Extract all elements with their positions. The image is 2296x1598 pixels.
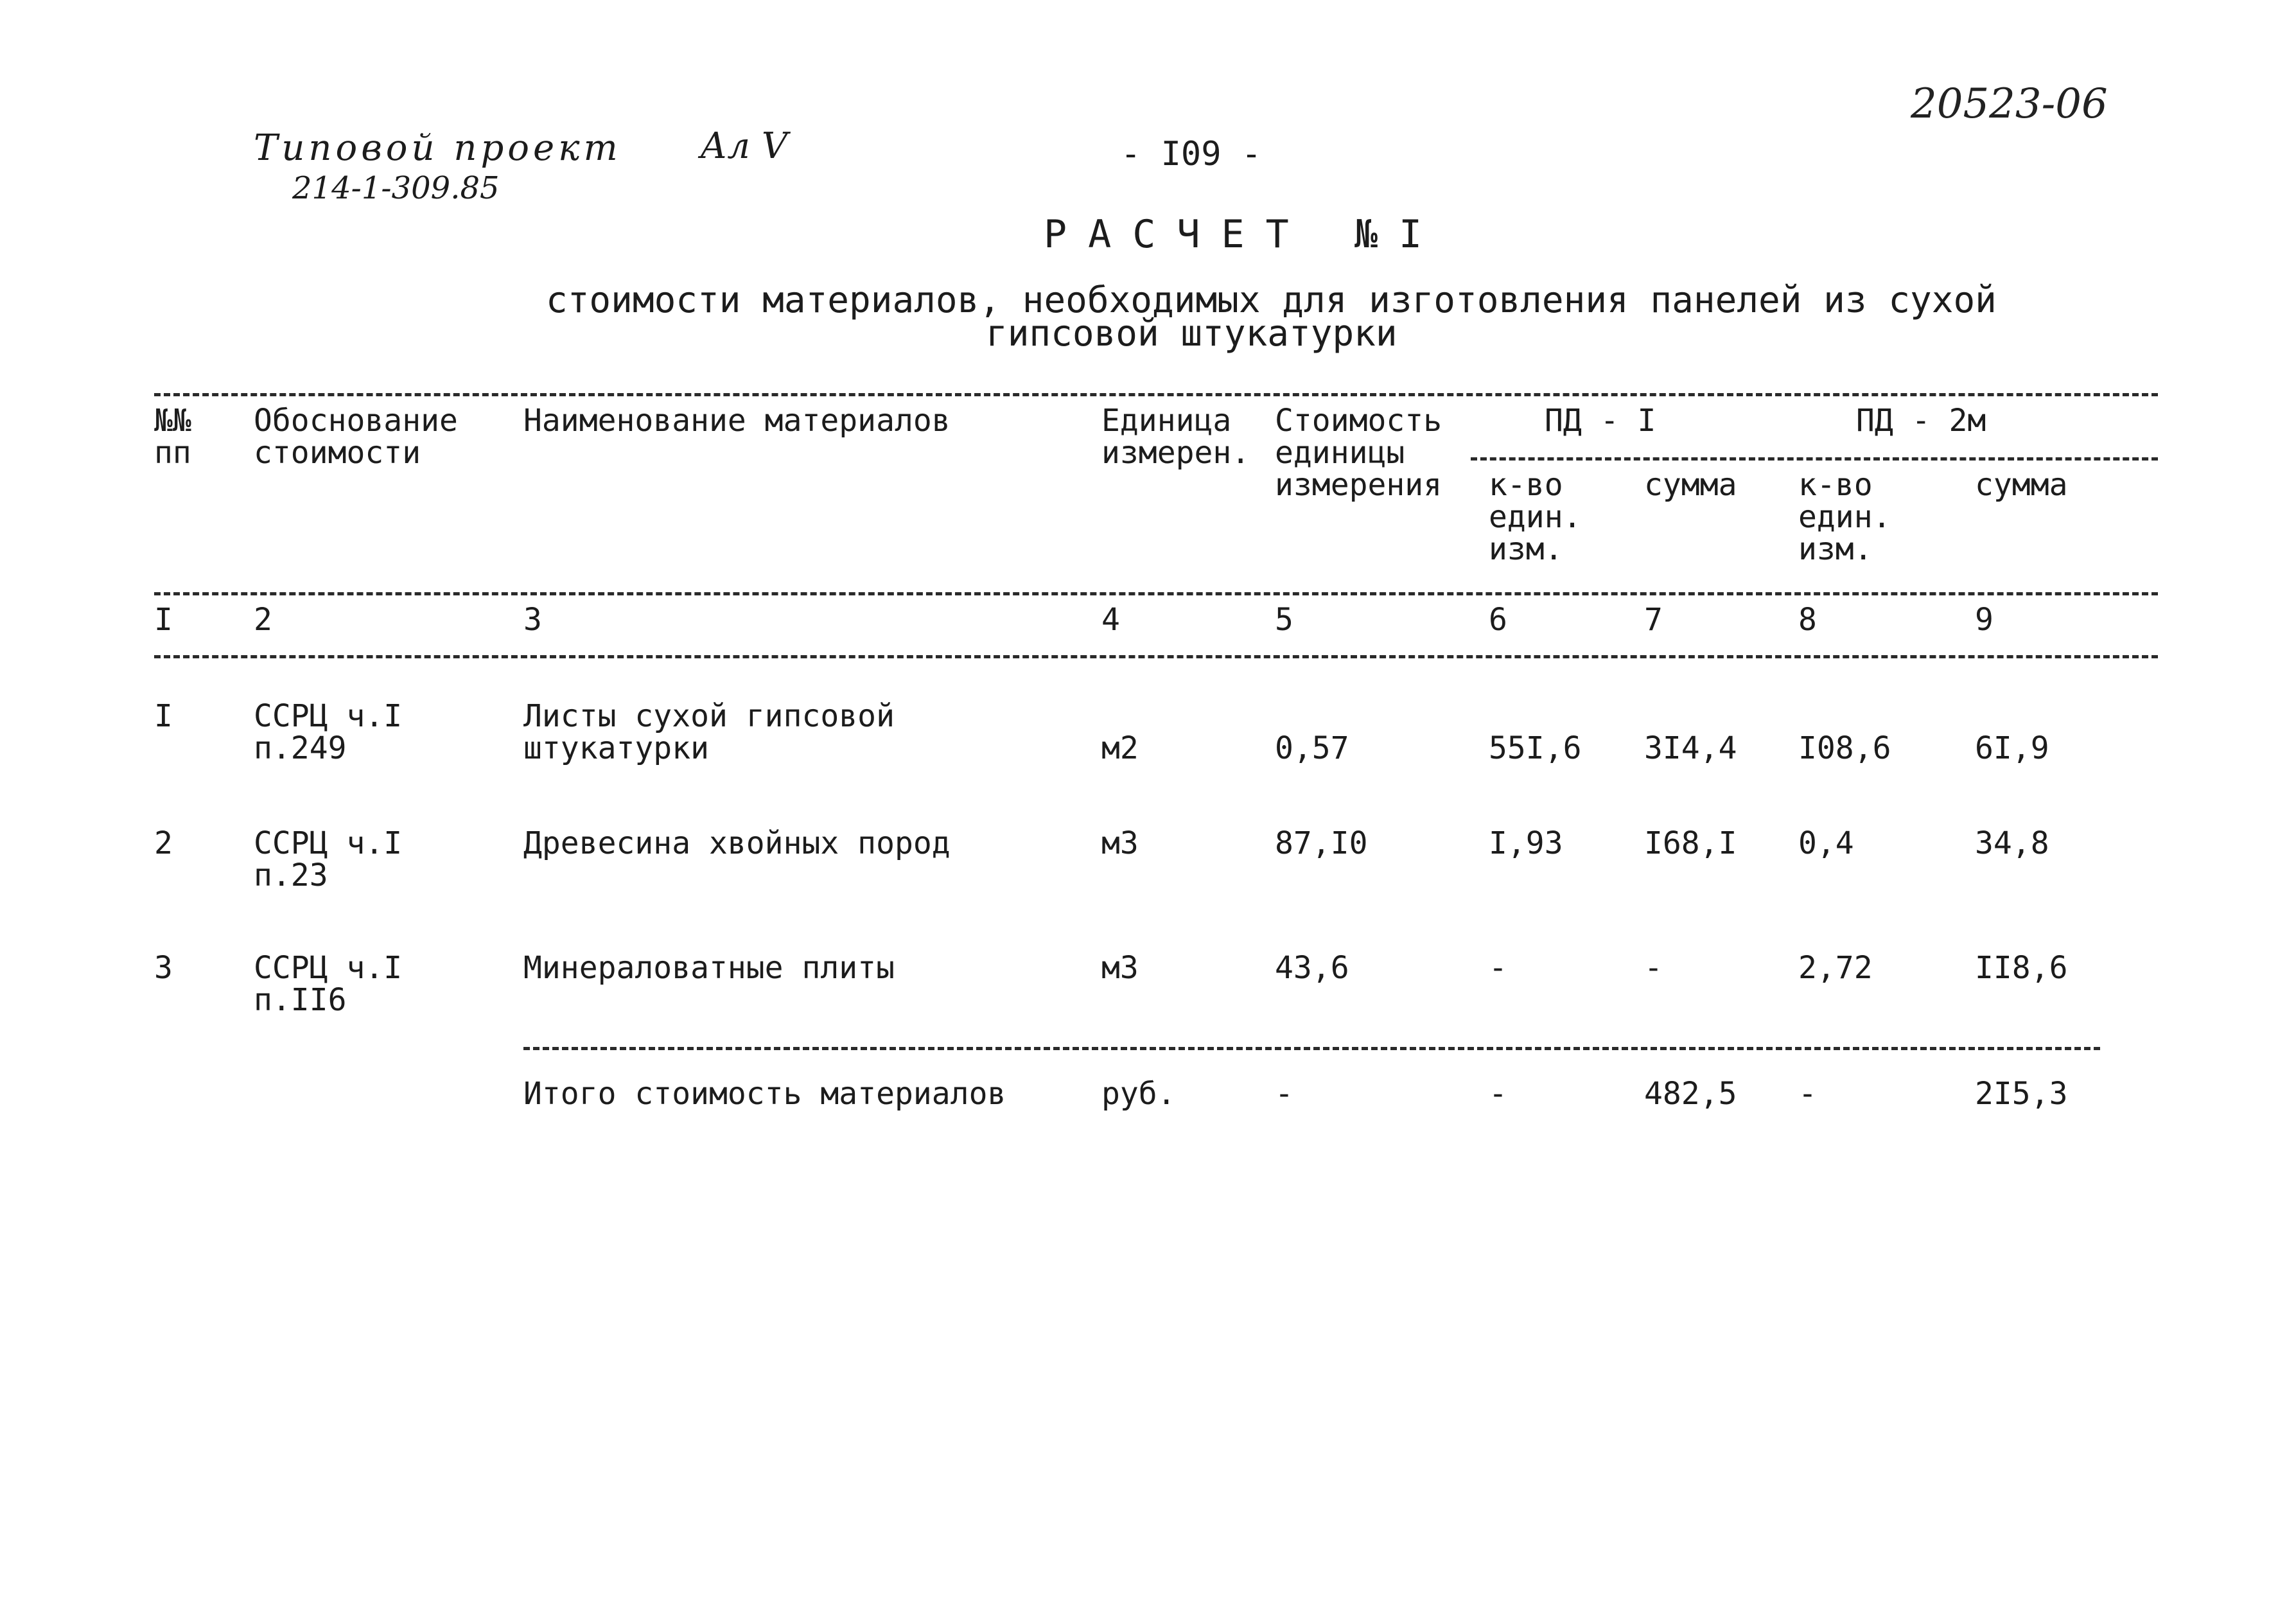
- row-3-unit: м3: [1101, 950, 1139, 986]
- col-number: 3: [523, 602, 542, 638]
- total-cost: -: [1275, 1076, 1293, 1112]
- row-2-pd2-sum: 34,8: [1975, 825, 2049, 861]
- row-1-pd2-qty: I08,6: [1798, 730, 1891, 766]
- album-label: Ал V: [700, 125, 788, 167]
- row-2-basis: ССРЦ ч.I п.23: [254, 825, 403, 893]
- col-number: 2: [254, 602, 272, 638]
- total-unit: руб.: [1101, 1076, 1176, 1112]
- row-1-basis: ССРЦ ч.I п.249: [254, 698, 403, 766]
- page-number: - I09 -: [1121, 135, 1262, 173]
- row-3-pd2-qty: 2,72: [1798, 950, 1873, 986]
- row-3-cost: 43,6: [1275, 950, 1349, 986]
- total-label: Итого стоимость материалов: [523, 1076, 1006, 1112]
- header-pd2: ПД - 2м: [1856, 403, 1986, 439]
- row-1-unit: м2: [1101, 730, 1139, 766]
- header-pd1: ПД - I: [1545, 403, 1656, 439]
- row-2-pd1-qty: I,93: [1489, 825, 1563, 861]
- header-name: Наименование материалов: [523, 403, 951, 439]
- header-pd1-sum: сумма: [1644, 467, 1737, 503]
- total-pd2-sum: 2I5,3: [1975, 1076, 2068, 1112]
- total-pd1-sum: 482,5: [1644, 1076, 1737, 1112]
- row-2-num: 2: [154, 825, 173, 861]
- col-number: 7: [1644, 602, 1663, 638]
- header-pd2-qty: к-во един. изм.: [1798, 467, 1891, 567]
- row-3-num: 3: [154, 950, 173, 986]
- col-number: 9: [1975, 602, 1994, 638]
- col-number: 6: [1489, 602, 1507, 638]
- header-unit: Единица измерен.: [1101, 403, 1250, 471]
- row-2-cost: 87,I0: [1275, 825, 1368, 861]
- header-bottom-rule: [154, 592, 2158, 595]
- col-number: 5: [1275, 602, 1293, 638]
- row-1-pd2-sum: 6I,9: [1975, 730, 2049, 766]
- header-cost: Стоимость единицы измерения: [1275, 403, 1442, 503]
- row-2-pd2-qty: 0,4: [1798, 825, 1854, 861]
- document-number: 20523-06: [1911, 80, 2108, 128]
- row-1-name: Листы сухой гипсовой штукатурки: [523, 698, 895, 766]
- col-number: 8: [1798, 602, 1817, 638]
- col-numbers-rule: [154, 655, 2158, 658]
- row-3-pd2-sum: II8,6: [1975, 950, 2068, 986]
- row-3-name: Минераловатные плиты: [523, 950, 895, 986]
- header-pd2-sum: сумма: [1975, 467, 2068, 503]
- project-label: Типовой проект: [254, 127, 622, 169]
- total-pd2-qty: -: [1798, 1076, 1817, 1112]
- row-2-name: Древесина хвойных пород: [523, 825, 951, 861]
- header-basis: Обоснование стоимости: [254, 403, 458, 471]
- total-pd1-qty: -: [1489, 1076, 1507, 1112]
- total-rule: [523, 1047, 2100, 1050]
- document-title: РАСЧЕТ №I: [1044, 212, 1444, 257]
- row-3-pd1-sum: -: [1644, 950, 1663, 986]
- subtitle-line-1: стоимости материалов, необходимых для изготовления панелей из сухой: [546, 279, 1997, 321]
- col-number: 4: [1101, 602, 1120, 638]
- header-num: №№ пп: [154, 403, 191, 471]
- header-pd1-qty: к-во един. изм.: [1489, 467, 1582, 567]
- row-1-pd1-sum: 3I4,4: [1644, 730, 1737, 766]
- table-top-rule: [154, 393, 2158, 396]
- project-code: 214-1-309.85: [292, 170, 500, 206]
- row-1-cost: 0,57: [1275, 730, 1349, 766]
- col-number: I: [154, 602, 173, 638]
- row-2-pd1-sum: I68,I: [1644, 825, 1737, 861]
- row-3-pd1-qty: -: [1489, 950, 1507, 986]
- row-1-pd1-qty: 55I,6: [1489, 730, 1582, 766]
- subtitle-line-2: гипсовой штукатурки: [986, 313, 1398, 355]
- group-rule: [1471, 457, 2158, 461]
- row-3-basis: ССРЦ ч.I п.II6: [254, 950, 403, 1018]
- row-1-num: I: [154, 698, 173, 734]
- row-2-unit: м3: [1101, 825, 1139, 861]
